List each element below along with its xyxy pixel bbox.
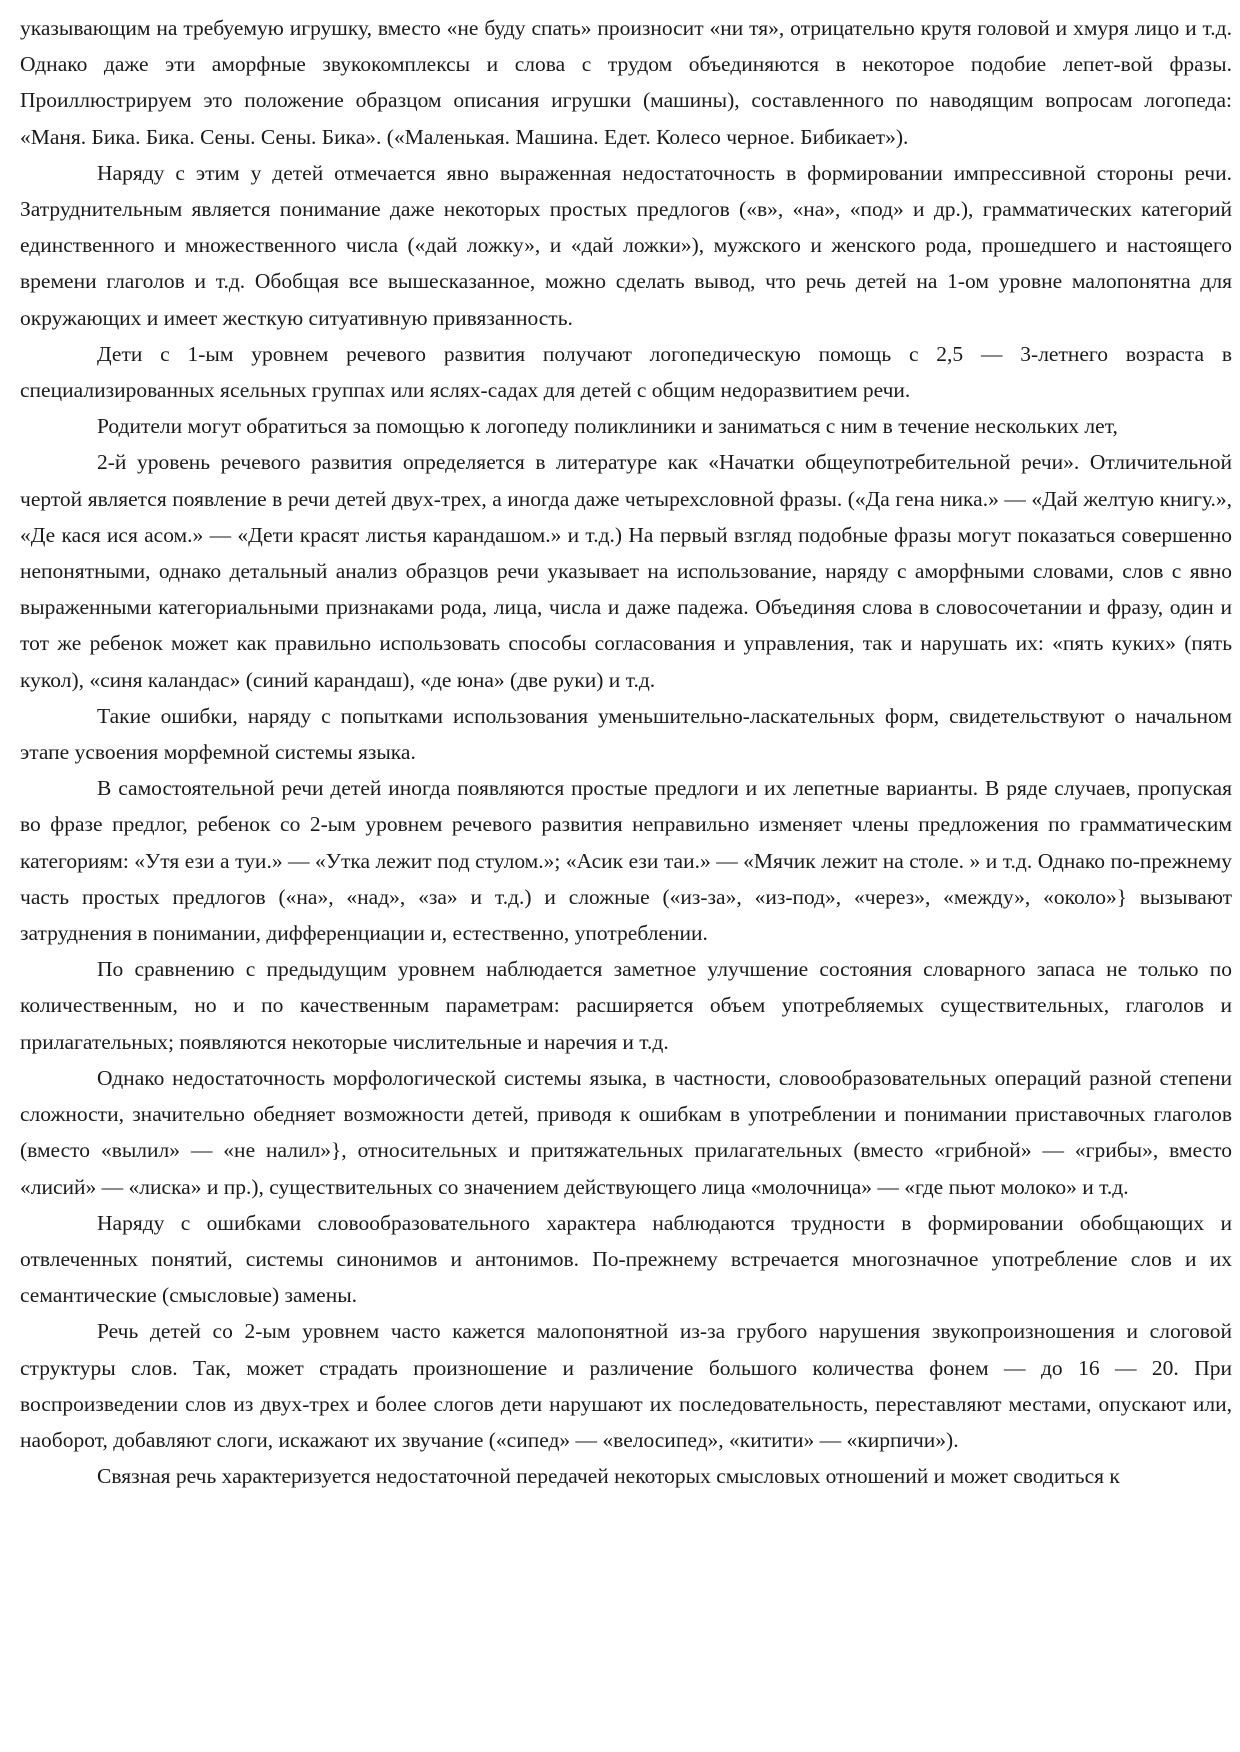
paragraph: Наряду с этим у детей отмечается явно выраженная недостаточность в формировании импрессивной стороны речи. Затруднительным является понимание даже некоторых простых предлогов («в», «на», «под» и др.), грамматических категорий единственного и множественного числа («дай ложку», и «дай ложки»), мужского и женского рода, прошедшего и настоящего времени глаголов и т.д. Обобщая все вышесказанное, можно сделать вывод, что речь детей на 1-ом уровне малопонятна для окружающих и имеет жесткую ситуативную привязанность.	[20, 160, 1232, 330]
paragraph: Однако недостаточность морфологической системы языка, в частности, словообразовательных операций разной степени сложности, значительно обедняет возможности детей, приводя к ошибкам в употреблении и понимании приставочных глаголов (вместо «вылил» — «не налил»}, относительных и притяжательных прилагательных (вместо «грибной» — «грибы», вместо «лисий» — «лиска» и пр.), существительных со значением действующего лица «молочница» — «где пьют молоко» и т.д.	[20, 1065, 1232, 1199]
paragraph: Такие ошибки, наряду с попытками использования уменьшительно-ласкательных форм, свидетельствуют о начальном этапе усвоения морфемной системы языка.	[20, 703, 1232, 765]
paragraph: Речь детей со 2-ым уровнем часто кажется малопонятной из-за грубого нарушения звукопроизношения и слоговой структуры слов. Так, может страдать произношение и различение большого количества фонем — до 16 — 20. При воспроизведении слов из двух-трех и более слогов дети нарушают их последовательность, переставляют местами, опускают или, наоборот, добавляют слоги, искажают их звучание («сипед» — «велосипед», «китити» — «кирпичи»).	[20, 1319, 1232, 1452]
paragraph: Дети с 1-ым уровнем речевого развития получают логопедическую помощь с 2,5 — 3-летнего возраста в специализированных ясельных группах или яслях-садах для детей с общим недоразвитием речи.	[20, 341, 1232, 403]
paragraph: указывающим на требуемую игрушку, вместо «не буду спать» произносит «ни тя», отрицательно крутя головой и хмуря лицо и т.д. Однако даже эти аморфные звукокомплексы и слова с трудом объединяются в некоторое подобие лепет-вой фразы. Проиллюстрируем это положение образцом описания игрушки (машины), составленного по наводящим вопросам логопеда: «Маня. Бика. Бика. Сены. Сены. Бика». («Маленькая. Машина. Едет. Колесо черное. Бибикает»).	[20, 16, 1232, 149]
paragraph: 2-й уровень речевого развития определяется в литературе как «Начатки общеупотребительной речи». Отличительной чертой является появление в речи детей двух-трех, а иногда даже четырехсловной фразы. («Да гена ника.» — «Дай желтую книгу.», «Де кася ися асом.» — «Дети красят листья карандашом.» и т.д.) На первый взгляд подобные фразы могут показаться совершенно непонятными, однако детальный анализ образцов речи указывает на использование, наряду с аморфными словами, слов с явно выраженными категориальными признаками рода, лица, числа и даже падежа. Объединяя слова в словосочетании и фразу, один и тот же ребенок может как правильно использовать способы согласования и управления, так и нарушать их: «пять куких» (пять кукол), «синя каландас» (синий карандаш), «де юна» (две руки) и т.д.	[20, 450, 1232, 692]
paragraph: Наряду с ошибками словообразовательного характера наблюдаются трудности в формировании обобщающих и отвлеченных понятий, системы синонимов и антонимов. По-прежнему встречается многозначное употребление слов и их семантические (смысловые) замены.	[20, 1210, 1232, 1308]
document-body	[20, 10, 1232, 1494]
paragraph: В самостоятельной речи детей иногда появляются простые предлоги и их лепетные варианты. В ряде случаев, пропуская во фразе предлог, ребенок со 2-ым уровнем речевого развития неправильно изменяет члены предложения по грамматическим категориям: «Утя ези а туи.» — «Утка лежит под стулом.»; «Асик ези таи.» — «Мячик лежит на столе. » и т.д. Однако по-прежнему часть простых предлогов («на», «над», «за» и т.д.) и сложные («из-за», «из-под», «через», «между», «около»} вызывают затруднения в понимании, дифференциации и, естественно, употреблении.	[20, 776, 1232, 946]
paragraph: Связная речь характеризуется недостаточной передачей некоторых смысловых отношений и может сводиться к	[97, 1464, 1120, 1489]
paragraph: Родители могут обратиться за помощью к логопеду поликлиники и заниматься с ним в течение нескольких лет,	[97, 414, 1118, 439]
paragraph: По сравнению с предыдущим уровнем наблюдается заметное улучшение состояния словарного запаса не только по количественным, но и по качественным параметрам: расширяется объем употребляемых существительных, глаголов и прилагательных; появляются некоторые числительные и наречия и т.д.	[20, 957, 1232, 1054]
